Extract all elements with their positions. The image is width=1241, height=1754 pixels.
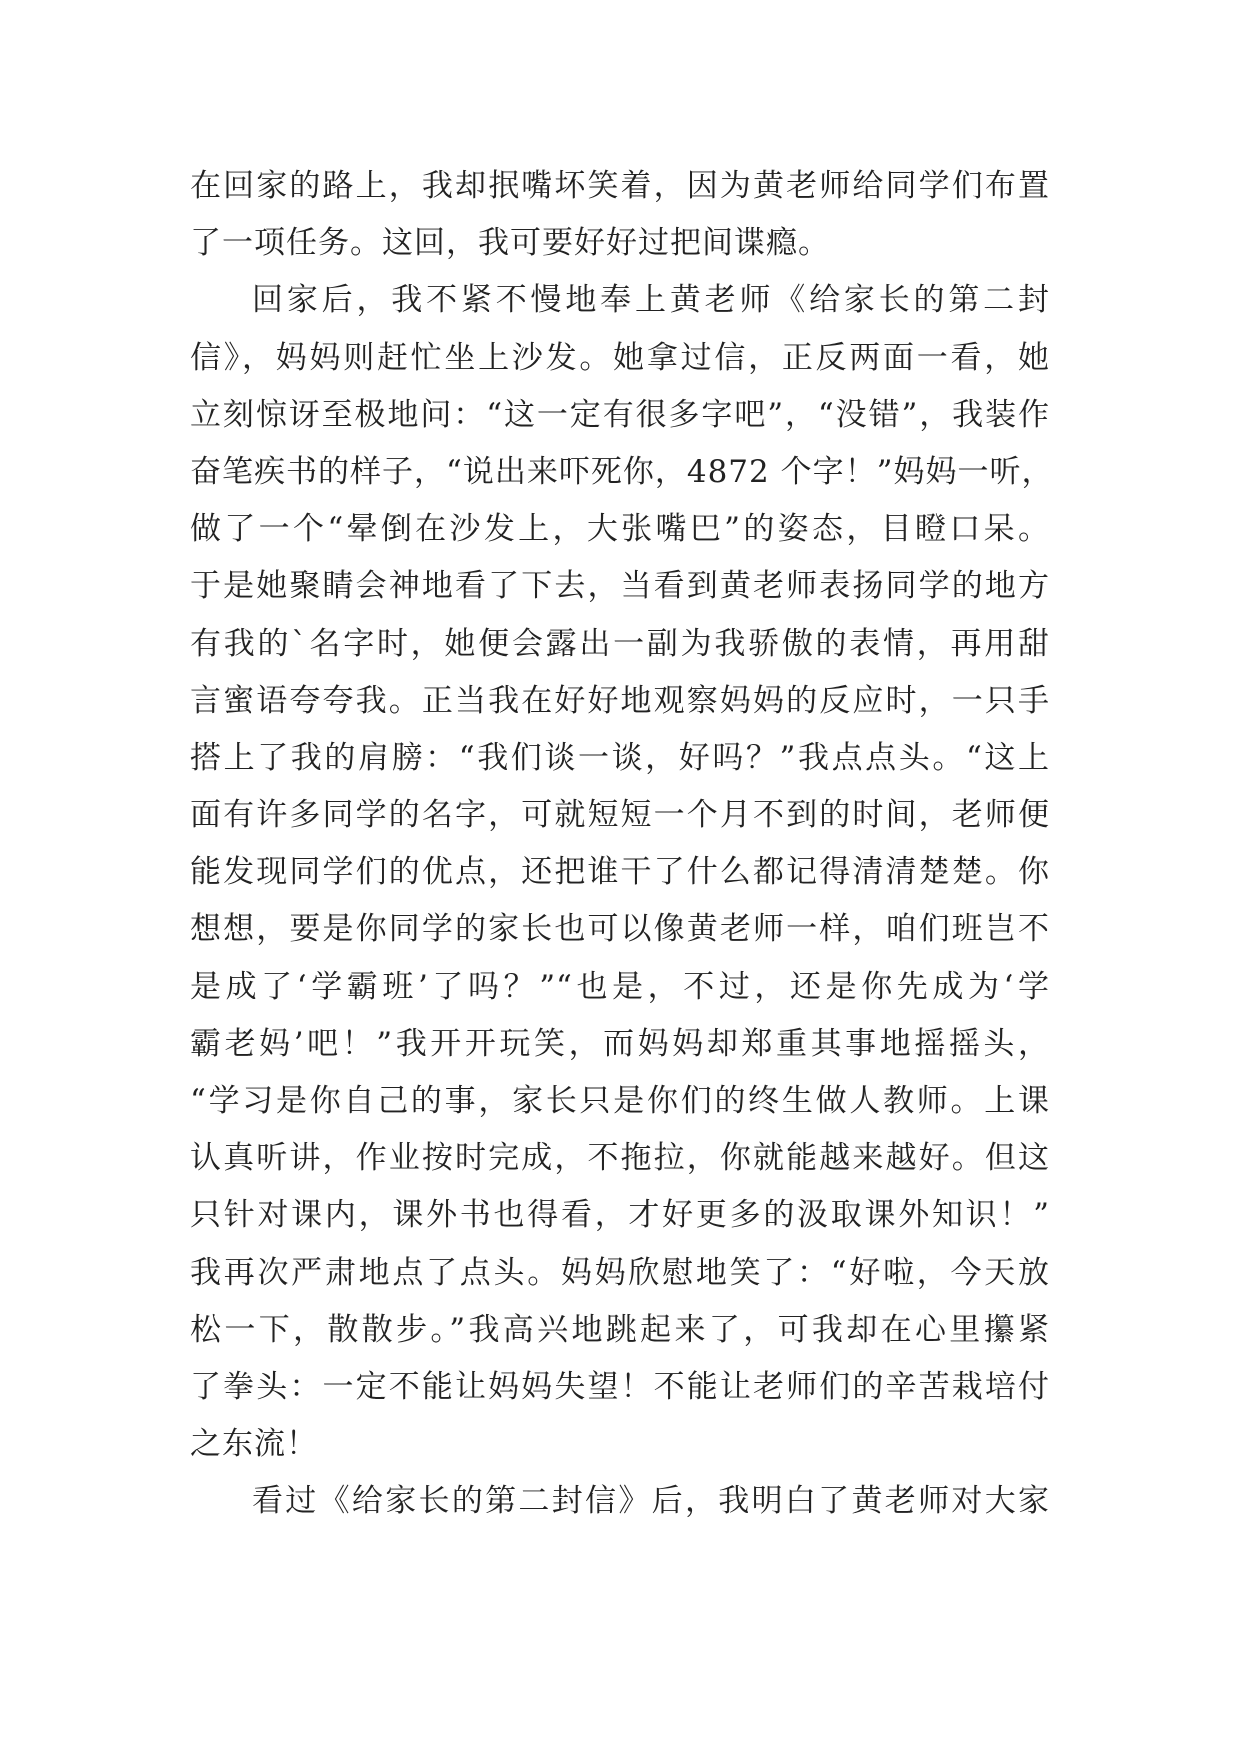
text-line: 认真听讲，作业按时完成，不拖拉，你就能越来越好。但这 — [190, 1140, 1050, 1177]
text-line: 松一下，散散步。”我高兴地跳起来了，可我却在心里攥紧 — [190, 1311, 1050, 1348]
text-line: 霸老妈’吧！”我开开玩笑，而妈妈却郑重其事地摇摇头， — [190, 1025, 1050, 1062]
text-line: 了一项任务。这回，我可要好好过把间谍瘾。 — [190, 225, 830, 262]
text-line: 搭上了我的肩膀：“我们谈一谈，好吗？”我点点头。“这上 — [190, 739, 1050, 776]
text-line: 做了一个“晕倒在沙发上，大张嘴巴”的姿态，目瞪口呆。 — [190, 511, 1050, 548]
text-line: 在回家的路上，我却抿嘴坏笑着，因为黄老师给同学们布置 — [190, 168, 1050, 204]
text-line: 想想，要是你同学的家长也可以像黄老师一样，咱们班岂不 — [190, 911, 1050, 948]
text-line: 能发现同学们的优点，还把谁干了什么都记得清清楚楚。你 — [190, 854, 1050, 891]
text-line: 看过《给家长的第二封信》后，我明白了黄老师对大家 — [252, 1483, 1050, 1520]
body-text — [190, 158, 1054, 1531]
text-line: 信》，妈妈则赶忙坐上沙发。她拿过信，正反两面一看，她 — [190, 339, 1050, 376]
text-line: 有我的`名字时，她便会露出一副为我骄傲的表情，再用甜 — [190, 625, 1050, 662]
text-line: “学习是你自己的事，家长只是你们的终生做人教师。上课 — [190, 1083, 1050, 1119]
text-line: 面有许多同学的名字，可就短短一个月不到的时间，老师便 — [190, 797, 1050, 834]
text-line: 了拳头：一定不能让妈妈失望！不能让老师们的辛苦栽培付 — [190, 1368, 1050, 1405]
text-line: 只针对课内，课外书也得看，才好更多的汲取课外知识！” — [190, 1197, 1050, 1234]
text-line: 之东流！ — [190, 1426, 318, 1463]
text-line: 言蜜语夸夸我。正当我在好好地观察妈妈的反应时，一只手 — [190, 682, 1050, 719]
text-line: 是成了‘学霸班’了吗？”“也是，不过，还是你先成为‘学 — [190, 968, 1050, 1005]
text-line: 奋笔疾书的样子，“说出来吓死你，4872 个字！”妈妈一听， — [190, 453, 1054, 490]
text-line: 回家后，我不紧不慢地奉上黄老师《给家长的第二封 — [252, 282, 1050, 319]
text-line: 于是她聚睛会神地看了下去，当看到黄老师表扬同学的地方 — [190, 568, 1050, 605]
text-line: 我再次严肃地点了点头。妈妈欣慰地笑了：“好啦，今天放 — [190, 1254, 1050, 1291]
text-line: 立刻惊讶至极地问：“这一定有很多字吧”，“没错”，我装作 — [190, 396, 1050, 433]
